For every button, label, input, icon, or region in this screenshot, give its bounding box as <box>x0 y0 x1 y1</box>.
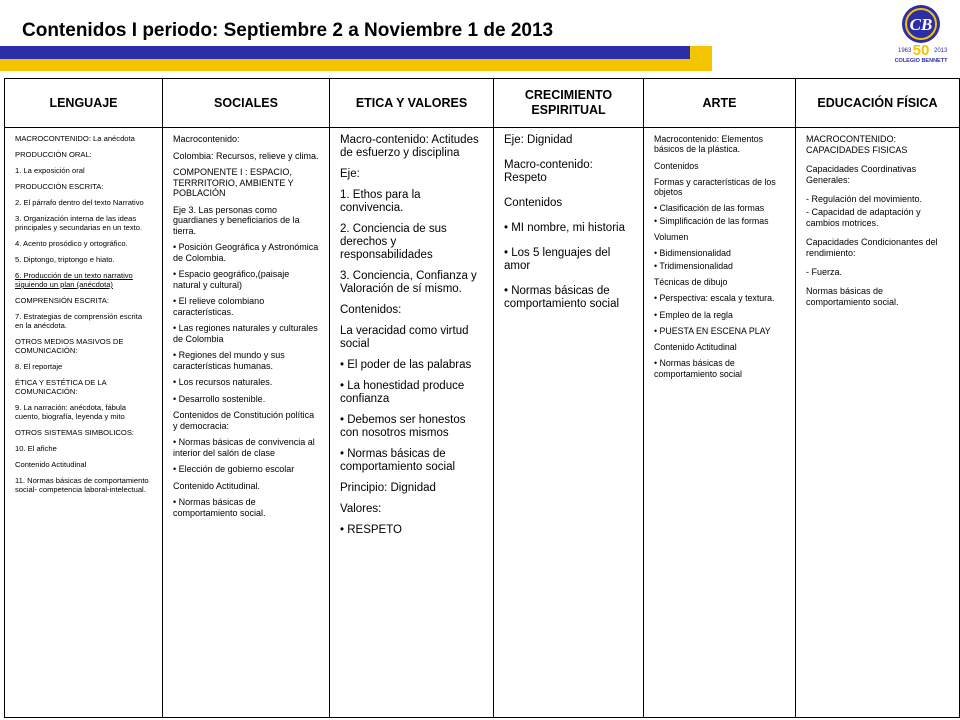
content-line: Contenido Actitudinal <box>15 460 87 469</box>
content-line: Macro-contenido: Actitudes de esfuerzo y disciplina <box>340 134 479 159</box>
title-underline-yellow-tab <box>690 46 712 59</box>
content-line: Macrocontenido: <box>173 134 240 144</box>
content-line: Macro-contenido: Respeto <box>504 159 593 184</box>
title-underline-blue <box>0 46 690 59</box>
content-line: • Las regiones naturales y culturales de Colombia <box>173 323 318 344</box>
content-line: Normas básicas de comportamiento social. <box>806 286 899 307</box>
header-educacion-fisica: EDUCACIÓN FÍSICA <box>796 79 960 128</box>
content-line: • Bidimensionalidad <box>654 248 731 259</box>
content-line: 10. El afiche <box>15 444 57 453</box>
content-line: • Empleo de la regla <box>654 309 733 320</box>
content-line: Contenido Actitudinal <box>654 342 737 353</box>
content-line: Contenidos de Constitución política y democracia: <box>173 410 315 431</box>
cell-lenguaje <box>5 128 163 718</box>
content-line: Capacidades Coordinativas Generales: <box>806 164 917 185</box>
content-line: PRODUCCIÓN ESCRITA: <box>15 182 104 191</box>
content-line: MACROCONTENIDO: La anécdota <box>15 134 135 143</box>
content-line: • Simplificación de las formas <box>654 215 769 226</box>
content-line: • Regiones del mundo y sus características humanas. <box>173 350 285 371</box>
content-line: • El poder de las palabras <box>340 359 472 371</box>
table-body-row <box>5 128 960 718</box>
header-sociales: SOCIALES <box>163 79 330 128</box>
content-line: La veracidad como virtud social <box>340 325 469 350</box>
content-line: Eje: <box>340 168 360 180</box>
content-line: 1. Ethos para la convivencia. <box>340 189 421 214</box>
content-line: Colombia: Recursos, relieve y clima. <box>173 150 319 161</box>
content-line: • Posición Geográfica y Astronómica de Colombia. <box>173 242 319 263</box>
content-line: Contenidos: <box>340 304 402 316</box>
cell-crecimiento <box>494 128 644 718</box>
content-line: Contenidos <box>654 160 699 171</box>
cell-etica <box>330 128 494 718</box>
content-line: • PUESTA EN ESCENA PLAY <box>654 325 771 336</box>
content-line: 5. Diptongo, triptongo e hiato. <box>15 255 115 264</box>
content-line: • Desarrollo sostenible. <box>173 393 266 404</box>
content-line: OTROS MEDIOS MASIVOS DE COMUNICACIÓN: <box>15 337 124 355</box>
content-line: 3. Conciencia, Confianza y Valoración de sí mismo. <box>340 270 477 295</box>
content-line: Principio: Dignidad <box>340 482 436 494</box>
content-line: Macrocontenido: Elementos básicos de la plástica. <box>654 134 764 155</box>
table-header-row <box>5 79 960 128</box>
content-line: 6. Producción de un texto narrativo siguiendo un plan (anécdota) <box>15 271 133 289</box>
content-line: - Fuerza. <box>806 267 843 277</box>
content-line: • Normas básicas de comportamiento social. <box>173 497 266 518</box>
header-arte: ARTE <box>644 79 796 128</box>
content-line: • La honestidad produce confianza <box>340 380 465 405</box>
content-line: Contenidos <box>504 197 563 209</box>
header-lenguaje: LENGUAJE <box>5 79 163 128</box>
content-line: 9. La narración: anécdota, fábula cuento, biografía, leyenda y mito <box>15 403 127 421</box>
content-line: • Los recursos naturales. <box>173 377 273 387</box>
content-line: MACROCONTENIDO: CAPACIDADES FISICAS <box>806 134 908 155</box>
content-line: • Normas básicas de comportamiento social <box>504 285 620 310</box>
content-line: PRODUCCIÓN ORAL: <box>15 150 92 159</box>
page-title: Contenidos I periodo: Septiembre 2 a Noviembre 1 de 2013 <box>22 20 554 41</box>
content-line: • RESPETO <box>340 524 402 536</box>
content-line: Valores: <box>340 503 382 515</box>
content-line: Técnicas de dibujo <box>654 276 728 287</box>
content-line: Formas y características de los objetos <box>654 176 776 198</box>
header-etica: ETICA Y VALORES <box>330 79 494 128</box>
content-line: Contenido Actitudinal. <box>173 480 261 491</box>
content-line: Capacidades Condicionantes del rendimiento: <box>806 237 938 258</box>
cell-educacion-fisica <box>796 128 960 718</box>
content-line: OTROS SISTEMAS SIMBOLICOS: <box>15 428 134 437</box>
content-line: • Normas básicas de convivencia al interior del salón de clase <box>173 437 315 458</box>
content-line: - Regulación del movimiento. <box>806 194 923 204</box>
cell-arte <box>644 128 796 718</box>
content-line: • Normas básicas de comportamiento social <box>654 358 743 379</box>
content-line: 1. La exposición oral <box>15 166 85 175</box>
content-line: • Clasificación de las formas <box>654 203 765 214</box>
content-line: COMPRENSIÓN ESCRITA: <box>15 296 109 305</box>
content-line: 7. Estrategias de comprensión escrita en la anécdota. <box>15 312 143 330</box>
content-line: • Tridimensionalidad <box>654 260 733 271</box>
content-line: COMPONENTE I : ESPACIO, TERRRITORIO, AMBIENTE Y POBLACIÓN <box>173 167 294 198</box>
logo-initials: CB <box>909 15 933 34</box>
logo-anniversary: 50 <box>912 42 930 59</box>
content-line: • Los 5 lenguajes del amor <box>504 247 611 272</box>
title-underline-yellow <box>0 59 712 71</box>
logo-year-left: 1963 <box>898 48 912 54</box>
content-line: • Debemos ser honestos con nosotros mismos <box>340 414 466 439</box>
logo-school-name: COLEGIO BENNETT <box>894 58 948 64</box>
content-line: Eje 3. Las personas como guardianes y beneficiarios de la tierra. <box>173 204 300 236</box>
content-line: • El relieve colombiano características. <box>173 296 265 317</box>
content-line: Volumen <box>654 232 689 243</box>
school-logo <box>890 2 952 64</box>
content-line: 11. Normas básicas de comportamiento social- competencia laboral-intelectual. <box>15 476 149 494</box>
logo-year-right: 2013 <box>934 48 948 54</box>
cell-sociales <box>163 128 330 718</box>
content-line: • MI nombre, mi historia <box>504 222 625 234</box>
content-line: ÉTICA Y ESTÉTICA DE LA COMUNICACIÓN: <box>15 378 107 396</box>
content-line: Eje: Dignidad <box>504 134 573 146</box>
content-line: 2. El párrafo dentro del texto Narrativo <box>15 198 144 207</box>
content-line: 8. El reportaje <box>15 362 63 371</box>
content-line: 4. Acento prosódico y ortográfico. <box>15 239 128 248</box>
content-line: • Perspectiva: escala y textura. <box>654 293 775 304</box>
content-line: • Espacio geográfico,(paisaje natural y cultural) <box>173 269 290 290</box>
content-line: 3. Organización interna de las ideas principales y secundarias en un texto. <box>15 214 143 232</box>
content-line: • Normas básicas de comportamiento social <box>340 448 456 473</box>
contents-table <box>4 78 960 718</box>
content-line: - Capacidad de adaptación y cambios motrices. <box>806 207 921 228</box>
header-crecimiento: CRECIMIENTO ESPIRITUAL <box>494 79 644 128</box>
content-line: 2. Conciencia de sus derechos y responsabilidades <box>340 223 447 261</box>
content-line: • Elección de gobierno escolar <box>173 464 295 474</box>
